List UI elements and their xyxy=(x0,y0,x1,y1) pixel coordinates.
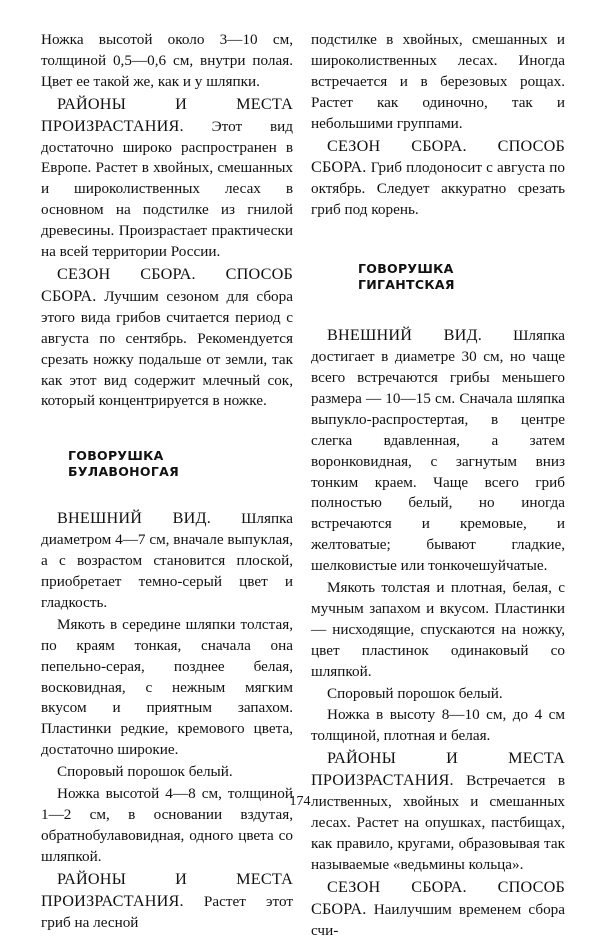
paragraph-text: Встречается в лиственных, хвойных и смешанных лесах. Растет на опушках, пастбищах, как правило, кругами, образовывая так называемые «ведьмины кольца». xyxy=(311,772,565,873)
section-label: РАЙОНЫ И МЕСТА ПРОИЗРАСТАНИЯ. xyxy=(311,749,565,790)
paragraph xyxy=(311,325,565,577)
paragraph xyxy=(41,508,293,614)
paragraph xyxy=(41,94,293,263)
paragraph: Споровый порошок белый. xyxy=(57,763,233,781)
paragraph-text: Гриб плодоносит с августа по октябрь. Следует аккуратно срезать гриб под корень. xyxy=(311,159,565,219)
paragraph-text: Шляпка диаметром 4—7 см, вначале выпуклая, а с возрастом становится плоской, приобретает темно-серый цвет и гладкость. xyxy=(41,510,293,611)
paragraph-text: Шляпка достигает в диаметре 30 см, но чаще всего встречаются грибы меньшего размера — 10—15 см. Сначала шляпка выпукло-распростертая, в центре слегка вдавленная, а затем воронковидная, с загнутым вниз тонким краем. Чаще всего гриб полностью белый, но иногда встречаются и кремовые, и желтоватые; бывают гладкие, шелковистые или тонкочешуйчатые. xyxy=(311,327,565,575)
paragraph-text: Растет этот гриб на лесной xyxy=(41,892,293,931)
heading-line: ГОВОРУШКА xyxy=(358,261,454,277)
paragraph: подстилке в хвойных, смешанных и широколиственных лесах. Иногда встречается и в березовых рощах. Растет как одиночно, так и небольшими группами. xyxy=(311,31,565,132)
paragraph xyxy=(41,869,293,934)
heading-line: ГОВОРУШКА xyxy=(68,448,164,464)
paragraph-text: Этот вид достаточно широко распространен в Европе. Растет в хвойных, смешанных и широколиственных лесах в основном на подстилке из гнилой древесины. Произрастает практически на всей территории России. xyxy=(41,117,293,261)
paragraph: Мякоть в середине шляпки толстая, по краям тонкая, сначала она пепельно-серая, позднее белая, восковидная, с нежным мягким вкусом и приятным запахом. Пластинки редкие, кремового цвета, достаточно широкие. xyxy=(41,615,293,759)
section-label: РАЙОНЫ И МЕСТА ПРОИЗРАСТАНИЯ. xyxy=(41,869,293,910)
section-label: РАЙОНЫ И МЕСТА ПРОИЗРАСТАНИЯ. xyxy=(41,94,293,135)
paragraph: Споровый порошок белый. xyxy=(327,684,503,702)
heading-line: БУЛАВОНОГАЯ xyxy=(68,464,180,480)
paragraph xyxy=(41,264,293,412)
paragraph-text: Лучшим сезоном для сбора этого вида грибов считается период с августа по сентябрь. Рекомендуется срезать ножку подальше от земли, так как этот вид содержит млечный сок, который концентрируется в ножке. xyxy=(41,287,293,410)
paragraph: Ножка в высоту 8—10 см, до 4 см толщиной, плотная и белая. xyxy=(311,706,565,745)
species-heading xyxy=(68,448,293,480)
section-label: СЕЗОН СБОРА. СПОСОБ СБОРА. xyxy=(311,136,565,177)
paragraph xyxy=(311,877,565,942)
paragraph: Ножка высотой 4—8 см, толщиной 1—2 см, в основании вздутая, обратнобулавовидная, одного цвета со шляпкой. xyxy=(41,785,293,865)
paragraph xyxy=(311,748,565,875)
species-heading xyxy=(358,261,565,293)
page-number: 174 xyxy=(289,794,311,809)
paragraph-text: Наилучшим временем сбора счи- xyxy=(311,900,565,939)
section-label: ВНЕШНИЙ ВИД. xyxy=(57,509,212,528)
section-label: СЕЗОН СБОРА. СПОСОБ СБОРА. xyxy=(41,264,293,305)
paragraph xyxy=(311,136,565,222)
paragraph: Мякоть толстая и плотная, белая, с мучным запахом и вкусом. Пластинки — нисходящие, спускаются на ножку, цвет пластинок одинаковый со шляпкой. xyxy=(311,579,565,680)
section-label: СЕЗОН СБОРА. СПОСОБ СБОРА. xyxy=(311,877,565,918)
heading-line: ГИГАНТСКАЯ xyxy=(358,277,455,293)
paragraph: Ножка высотой около 3—10 см, толщиной 0,5—0,6 см, внутри полая. Цвет ее такой же, как и у шляпки. xyxy=(41,31,293,90)
section-label: ВНЕШНИЙ ВИД. xyxy=(327,326,483,345)
